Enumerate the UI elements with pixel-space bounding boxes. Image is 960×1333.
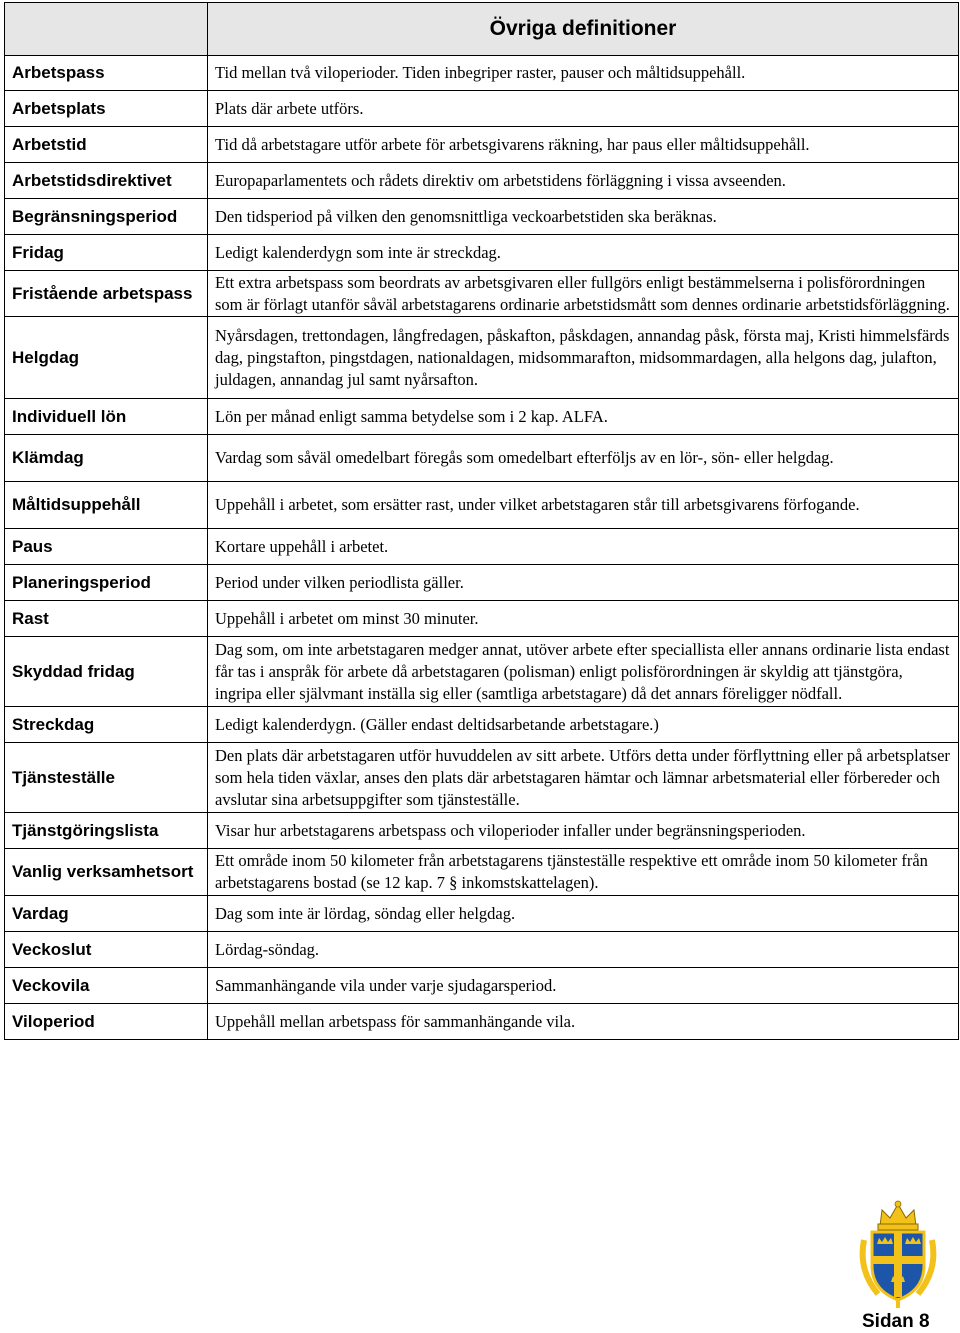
definition-row bbox=[5, 435, 959, 482]
definition-term: Individuell lön bbox=[5, 399, 208, 435]
definition-term: Planeringsperiod bbox=[5, 565, 208, 601]
definition-row bbox=[5, 707, 959, 743]
definition-text: Tid då arbetstagare utför arbete för arbetsgivarens räkning, har paus eller måltidsuppehåll. bbox=[208, 127, 959, 163]
definition-text: Sammanhängande vila under varje sjudagarsperiod. bbox=[208, 968, 959, 1004]
definition-term: Klämdag bbox=[5, 435, 208, 482]
definition-term: Arbetstid bbox=[5, 127, 208, 163]
definition-term: Vardag bbox=[5, 896, 208, 932]
definition-text: Tid mellan två viloperioder. Tiden inbegriper raster, pauser och måltidsuppehåll. bbox=[208, 56, 959, 91]
definition-text: Vardag som såväl omedelbart föregås som omedelbart efterföljs av en lör-, sön- eller helgdag. bbox=[208, 435, 959, 482]
definition-text: Nyårsdagen, trettondagen, långfredagen, påskafton, påskdagen, annandag påsk, första maj, Kristi himmelsfärds dag, pingstafton, pingstdagen, nationaldagen, midsommarafton, midsommardagen, alla helgons dag, julafton, juldagen, annandag jul samt nyårsafton. bbox=[208, 317, 959, 399]
definition-term: Vanlig verksamhetsort bbox=[5, 849, 208, 896]
definition-row bbox=[5, 637, 959, 707]
definition-text: Dag som inte är lördag, söndag eller helgdag. bbox=[208, 896, 959, 932]
definition-text: Lön per månad enligt samma betydelse som i 2 kap. ALFA. bbox=[208, 399, 959, 435]
definition-text: Ett område inom 50 kilometer från arbetstagarens tjänsteställe respektive ett område inom 50 kilometer från arbetstagarens bostad (se 12 kap. 7 § inkomstskattelagen). bbox=[208, 849, 959, 896]
definition-term: Fridag bbox=[5, 235, 208, 271]
definitions-body bbox=[5, 56, 959, 1040]
definition-text: Lördag-söndag. bbox=[208, 932, 959, 968]
definition-row bbox=[5, 813, 959, 849]
definition-row bbox=[5, 127, 959, 163]
definition-term: Veckoslut bbox=[5, 932, 208, 968]
definition-term: Helgdag bbox=[5, 317, 208, 399]
page-number: Sidan 8 bbox=[862, 1311, 930, 1332]
header-empty-cell bbox=[5, 3, 208, 56]
definition-text: Visar hur arbetstagarens arbetspass och viloperioder infaller under begränsningsperioden. bbox=[208, 813, 959, 849]
definition-term: Begränsningsperiod bbox=[5, 199, 208, 235]
definition-term: Arbetstidsdirektivet bbox=[5, 163, 208, 199]
definition-term: Paus bbox=[5, 529, 208, 565]
definition-row bbox=[5, 601, 959, 637]
definition-row bbox=[5, 896, 959, 932]
definition-row bbox=[5, 56, 959, 91]
definition-term: Veckovila bbox=[5, 968, 208, 1004]
table-header-row bbox=[5, 3, 959, 56]
definition-text: Plats där arbete utförs. bbox=[208, 91, 959, 127]
police-coat-of-arms-icon bbox=[856, 1200, 940, 1310]
definition-text: Dag som, om inte arbetstagaren medger annat, utöver arbete efter speciallista eller annans ordinarie lista endast får tas i anspråk för arbete då arbetstagaren (polisman) enligt polisförordningen är skyldig att tjänstgöra, ingripa eller självmant inställa sig eller (samtliga arbetstagare) då det annars föreligger nödfall. bbox=[208, 637, 959, 707]
definition-text: Den plats där arbetstagaren utför huvuddelen av sitt arbete. Utförs detta under förflyttning eller på arbetsplatser som hela tiden växlar, anses den plats där arbetstagaren hämtar och lämnar arbetsmaterial eller förbereder och avslutar sina arbetsuppgifter som tjänsteställe. bbox=[208, 743, 959, 813]
definition-text: Ledigt kalenderdygn som inte är streckdag. bbox=[208, 235, 959, 271]
definition-row bbox=[5, 399, 959, 435]
definition-row bbox=[5, 235, 959, 271]
definition-row bbox=[5, 968, 959, 1004]
definition-row bbox=[5, 565, 959, 601]
definition-text: Den tidsperiod på vilken den genomsnittliga veckoarbetstiden ska beräknas. bbox=[208, 199, 959, 235]
definition-term: Tjänstgöringslista bbox=[5, 813, 208, 849]
definition-row bbox=[5, 932, 959, 968]
definition-text: Uppehåll i arbetet om minst 30 minuter. bbox=[208, 601, 959, 637]
definition-term: Måltidsuppehåll bbox=[5, 482, 208, 529]
definition-term: Streckdag bbox=[5, 707, 208, 743]
definition-row bbox=[5, 163, 959, 199]
definition-text: Uppehåll i arbetet, som ersätter rast, under vilket arbetstagaren står till arbetsgivarens förfogande. bbox=[208, 482, 959, 529]
definition-row bbox=[5, 1004, 959, 1040]
definition-term: Rast bbox=[5, 601, 208, 637]
definition-row bbox=[5, 271, 959, 317]
definition-row bbox=[5, 529, 959, 565]
definition-row bbox=[5, 482, 959, 529]
definition-row bbox=[5, 849, 959, 896]
definition-text: Ett extra arbetspass som beordrats av arbetsgivaren eller fullgörs enligt bestämmelserna i polisförordningen som är förlagt utanför såväl arbetstagarens ordinarie arbetstidsmått som dennes ordinarie arbetstidsförläggning. bbox=[208, 271, 959, 317]
definition-row bbox=[5, 91, 959, 127]
definition-row bbox=[5, 317, 959, 399]
definition-text: Period under vilken periodlista gäller. bbox=[208, 565, 959, 601]
definition-text: Kortare uppehåll i arbetet. bbox=[208, 529, 959, 565]
definition-term: Tjänsteställe bbox=[5, 743, 208, 813]
definitions-table bbox=[4, 2, 959, 1040]
definition-row bbox=[5, 743, 959, 813]
definition-term: Arbetspass bbox=[5, 56, 208, 91]
section-title: Övriga definitioner bbox=[208, 3, 959, 56]
definition-text: Ledigt kalenderdygn. (Gäller endast deltidsarbetande arbetstagare.) bbox=[208, 707, 959, 743]
definition-text: Uppehåll mellan arbetspass för sammanhängande vila. bbox=[208, 1004, 959, 1040]
definition-row bbox=[5, 199, 959, 235]
definition-term: Viloperiod bbox=[5, 1004, 208, 1040]
definition-term: Fristående arbetspass bbox=[5, 271, 208, 317]
definition-term: Skyddad fridag bbox=[5, 637, 208, 707]
definition-text: Europaparlamentets och rådets direktiv om arbetstidens förläggning i vissa avseenden. bbox=[208, 163, 959, 199]
definition-term: Arbetsplats bbox=[5, 91, 208, 127]
